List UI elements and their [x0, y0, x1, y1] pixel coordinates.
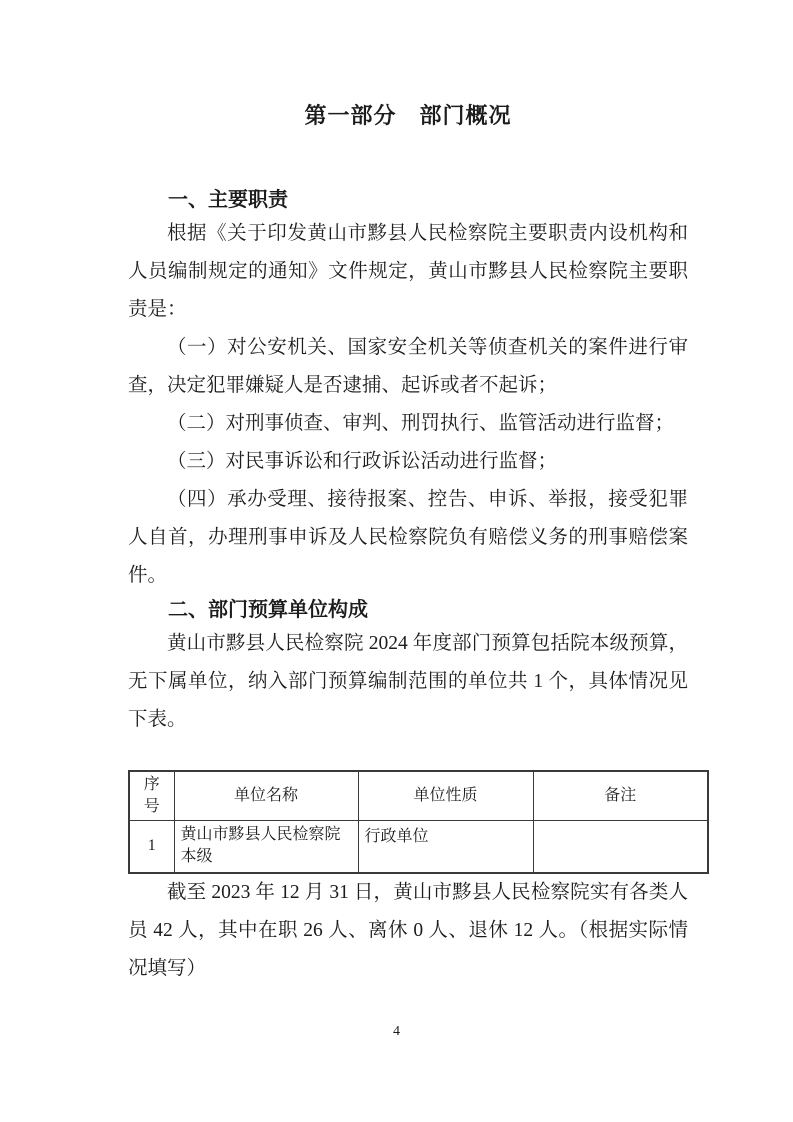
budget-units-table-header [129, 771, 708, 821]
staffing-note-paragraph: 截至 2023 年 12 月 31 日，黄山市黟县人民检察院实有各类人员 42 人，其中在职 26 人、离休 0 人、退休 12 人。（根据实际情况填写） [128, 881, 688, 979]
section-heading-main-duties: 一、主要职责 [168, 189, 288, 211]
duty-item-4: （四）承办受理、接待报案、控告、申诉、举报，接受犯罪人自首，办理刑事申诉及人民检察院负有赔偿义务的刑事赔偿案件。 [128, 489, 688, 586]
page-number: 4 [393, 1024, 400, 1039]
budget-units-table-body [129, 821, 708, 873]
table-header-row [129, 771, 708, 821]
table-header-unit-name: 单位名称 [174, 771, 358, 821]
table-cell-unit-name: 黄山市黟县人民检察院本级 [174, 821, 358, 873]
duty-item-3: （三）对民事诉讼和行政诉讼活动进行监督； [167, 451, 558, 472]
budget-units-intro-paragraph: 黄山市黟县人民检察院 2024 年度部门预算包括院本级预算，无下属单位，纳入部门预算编制范围的单位共 1 个，具体情况见下表。 [128, 633, 688, 730]
main-duties-intro-paragraph: 根据《关于印发黄山市黟县人民检察院主要职责内设机构和人员编制规定的通知》文件规定，黄山市黟县人民检察院主要职责是： [128, 223, 688, 320]
table-cell-remark [533, 821, 708, 873]
budget-units-table [128, 770, 709, 874]
table-header-seq: 序号 [129, 771, 174, 821]
table-row [129, 821, 708, 873]
section-heading-budget-units: 二、部门预算单位构成 [168, 599, 368, 621]
document-title: 第一部分 部门概况 [304, 103, 512, 128]
table-cell-seq: 1 [129, 821, 174, 873]
table-header-remark: 备注 [533, 771, 708, 821]
duty-item-2: （二）对刑事侦查、审判、刑罚执行、监管活动进行监督； [167, 413, 675, 434]
document-content [0, 101, 793, 988]
table-header-unit-type: 单位性质 [358, 771, 533, 821]
duty-item-1: （一）对公安机关、国家安全机关等侦查机关的案件进行审查，决定犯罪嫌疑人是否逮捕、起诉或者不起诉； [128, 337, 688, 396]
table-cell-unit-type: 行政单位 [358, 821, 533, 873]
